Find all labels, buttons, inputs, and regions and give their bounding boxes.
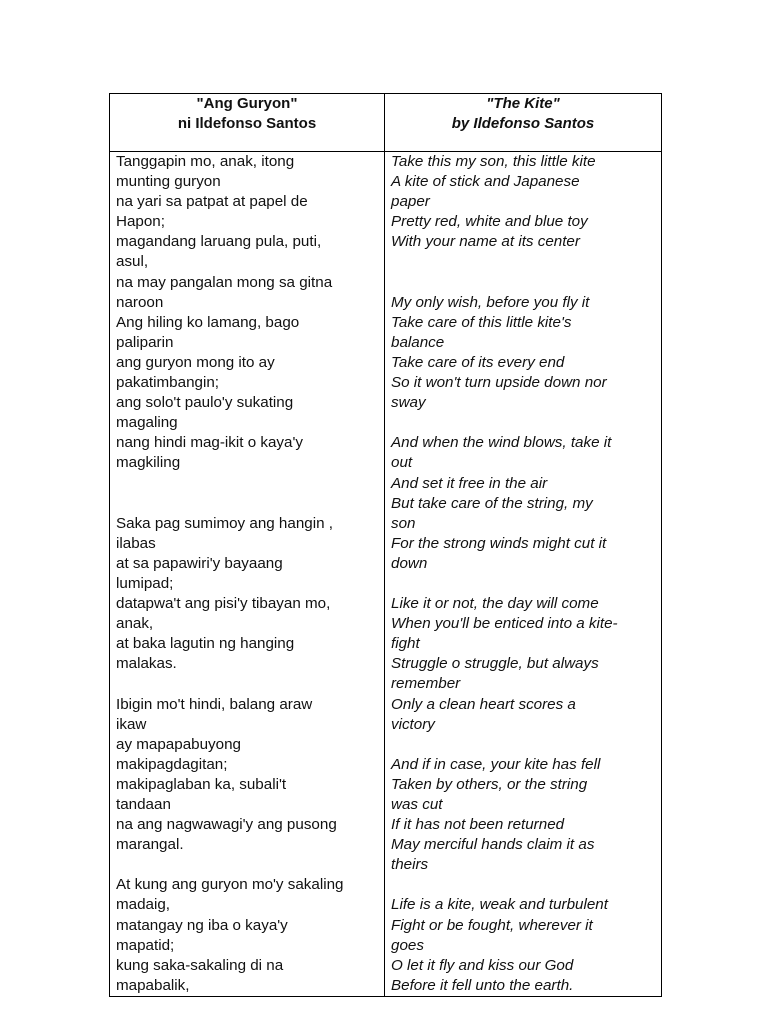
filipino-poem-line: at sa papawiri'y bayaang	[116, 554, 283, 572]
english-poem-line: down	[391, 554, 428, 572]
filipino-poem-line: mapabalik,	[116, 976, 190, 994]
filipino-poem-cell	[110, 152, 385, 997]
right-poem-title: "The Kite"	[486, 95, 560, 112]
filipino-poem-line	[116, 674, 384, 694]
filipino-poem-line: pakatimbangin;	[116, 374, 220, 392]
filipino-poem-line	[116, 474, 384, 494]
english-poem-line: Take care of its every end	[391, 353, 565, 371]
filipino-poem-line: na yari sa patpat at papel de	[116, 193, 308, 211]
filipino-poem-line: magkiling	[116, 454, 181, 472]
english-poem-line: Take care of this little kite's	[391, 313, 572, 331]
filipino-poem-line: mapatid;	[116, 936, 175, 954]
filipino-poem-line: datapwa't ang pisi'y tibayan mo,	[116, 595, 331, 613]
left-header-cell	[110, 94, 385, 152]
english-poem-line: O let it fly and kiss our God	[391, 956, 574, 974]
left-poem-title: "Ang Guryon"	[196, 95, 298, 112]
english-poem-line: Struggle o struggle, but always	[391, 655, 599, 673]
filipino-poem-line: magaling	[116, 414, 178, 432]
english-poem-line: May merciful hands claim it as	[391, 836, 595, 854]
english-poem-line: balance	[391, 333, 445, 351]
english-poem-line	[391, 875, 661, 895]
filipino-poem-line: Tanggapin mo, anak, itong	[116, 153, 295, 170]
filipino-poem-line: matangay ng iba o kaya'y	[116, 916, 288, 934]
english-poem-line: was cut	[391, 796, 443, 813]
english-poem-line: theirs	[391, 856, 429, 874]
english-poem-line	[391, 273, 661, 293]
filipino-poem-line: nang hindi mag-ikit o kaya'y	[116, 434, 303, 452]
filipino-poem-line: malakas.	[116, 655, 177, 673]
english-poem-line: fight	[391, 635, 420, 653]
filipino-poem-line: ikaw	[116, 715, 147, 733]
english-poem-line: When you'll be enticed into a kite-	[391, 615, 618, 633]
english-poem-line: And set it free in the air	[391, 474, 548, 492]
english-poem-line: sway	[391, 394, 426, 412]
english-poem-line: If it has not been returned	[391, 816, 565, 834]
english-poem-line: But take care of the string, my	[391, 494, 593, 512]
english-poem-line: victory	[391, 715, 435, 733]
left-poem-author: ni Ildefonso Santos	[177, 115, 317, 132]
english-poem-line: Taken by others, or the string	[391, 775, 588, 793]
english-poem-line: goes	[391, 936, 424, 954]
english-poem-line: So it won't turn upside down nor	[391, 374, 607, 392]
english-poem-line	[391, 252, 661, 272]
filipino-poem-text	[116, 152, 384, 996]
filipino-poem-line: makipaglaban ka, subali't	[116, 775, 287, 793]
english-poem-line: out	[391, 454, 413, 472]
filipino-poem-line: asul,	[116, 253, 149, 271]
filipino-poem-line: ay mapapabuyong	[116, 735, 241, 753]
english-poem-line: Pretty red, white and blue toy	[391, 213, 588, 231]
filipino-poem-line: Ibigin mo't hindi, balang araw	[116, 695, 313, 713]
filipino-poem-line: Saka pag sumimoy ang hangin ,	[116, 514, 333, 532]
english-poem-line: Take this my son, this little kite	[391, 153, 596, 170]
poem-translation-table	[109, 93, 662, 997]
filipino-poem-line: madaig,	[116, 896, 171, 914]
filipino-poem-line: Ang hiling ko lamang, bago	[116, 313, 300, 331]
english-poem-line: My only wish, before you fly it	[391, 293, 590, 311]
filipino-poem-line: munting guryon	[116, 173, 221, 191]
english-poem-cell	[385, 152, 662, 997]
english-poem-line: Only a clean heart scores a	[391, 695, 576, 713]
english-poem-line: Life is a kite, weak and turbulent	[391, 896, 608, 914]
english-poem-line	[391, 574, 661, 594]
filipino-poem-line: At kung ang guryon mo'y sakaling	[116, 876, 344, 894]
filipino-poem-line	[116, 494, 384, 514]
filipino-poem-line: at baka lagutin ng hanging	[116, 635, 295, 653]
english-poem-line: With your name at its center	[391, 233, 580, 251]
table-header-row	[110, 94, 662, 152]
filipino-poem-line: lumipad;	[116, 574, 174, 592]
english-poem-line: remember	[391, 675, 461, 693]
english-poem-line: A kite of stick and Japanese	[391, 173, 580, 191]
english-poem-line: son	[391, 514, 416, 532]
filipino-poem-line: Hapon;	[116, 213, 165, 231]
filipino-poem-line: makipagdagitan;	[116, 755, 228, 773]
filipino-poem-line: naroon	[116, 293, 164, 311]
table-body-row	[110, 152, 662, 997]
filipino-poem-line: na ang nagwawagi'y ang pusong	[116, 816, 337, 834]
filipino-poem-line: ang guryon mong ito ay	[116, 353, 275, 371]
english-poem-line	[391, 413, 661, 433]
english-poem-line: paper	[391, 193, 430, 211]
right-header-cell	[385, 94, 662, 152]
filipino-poem-line: kung saka-sakaling di na	[116, 956, 284, 974]
filipino-poem-line: magandang laruang pula, puti,	[116, 233, 322, 251]
english-poem-line: Before it fell unto the earth.	[391, 976, 574, 994]
filipino-poem-line: ilabas	[116, 534, 156, 552]
filipino-poem-line	[116, 855, 384, 875]
filipino-poem-line: paliparin	[116, 333, 174, 351]
english-poem-line: And if in case, your kite has fell	[391, 755, 601, 773]
english-poem-line: For the strong winds might cut it	[391, 534, 607, 552]
right-poem-author: by Ildefonso Santos	[451, 115, 595, 132]
english-poem-line	[391, 735, 661, 755]
filipino-poem-line: anak,	[116, 615, 154, 633]
english-poem-line: Like it or not, the day will come	[391, 595, 599, 613]
filipino-poem-line: tandaan	[116, 796, 171, 813]
filipino-poem-line: ang solo't paulo'y sukating	[116, 394, 294, 412]
english-poem-line: Fight or be fought, wherever it	[391, 916, 593, 934]
english-poem-line: And when the wind blows, take it	[391, 434, 612, 452]
english-poem-text	[391, 152, 661, 996]
filipino-poem-line: marangal.	[116, 836, 184, 854]
filipino-poem-line: na may pangalan mong sa gitna	[116, 273, 333, 291]
